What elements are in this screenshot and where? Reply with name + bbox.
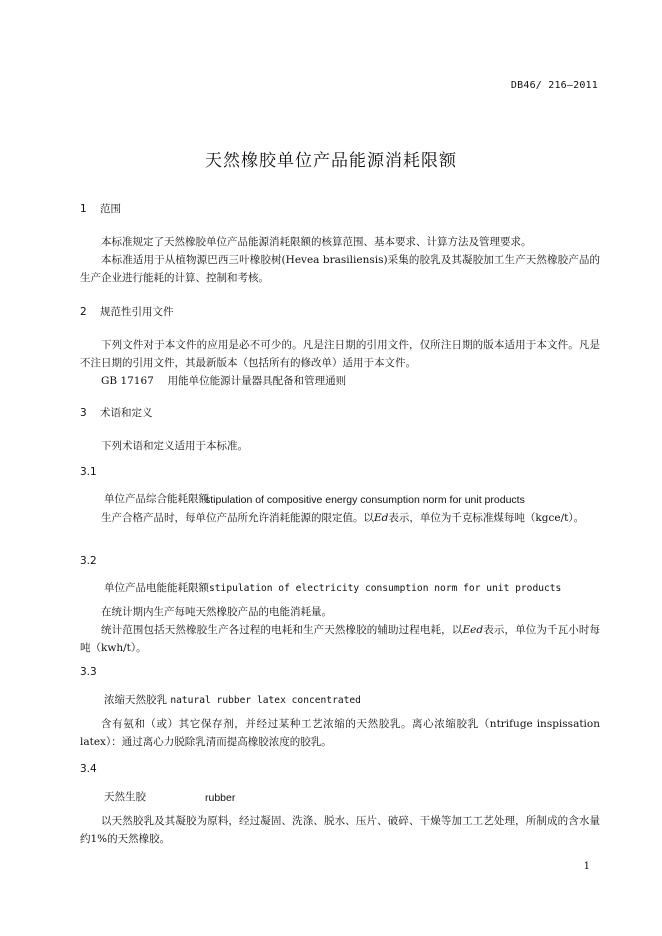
- term-definition: 生产合格产品时，每单位产品所允许消耗能源的限定值。以Ed表示，单位为千克标准煤每吨（kgce/t）。: [101, 512, 585, 524]
- clause-number: 3.1: [80, 466, 97, 478]
- term-chinese: 单位产品电能能耗限额: [104, 582, 209, 594]
- term-entry: [104, 789, 236, 804]
- section-title: 术语和定义: [100, 407, 153, 419]
- term-chinese: 浓缩天然胶乳: [104, 694, 167, 706]
- clause-number: 3.3: [80, 666, 97, 678]
- paragraph: 本标准适用于从植物源巴西三叶橡胶树(Hevea brasiliensis)采集的胶乳及其凝胶加工生产天然橡胶产品的生产企业进行能耗的计算、控制和考核。: [80, 254, 600, 284]
- section-heading-scope: [80, 201, 121, 216]
- section-number: 1: [80, 203, 87, 215]
- section-number: 3: [80, 407, 87, 419]
- term-definition: 含有氨和（或）其它保存剂，并经过某种工艺浓缩的天然胶乳。离心浓缩胶乳（ntrifuge inspissation latex）：通过离心力脱除乳清而提高橡胶浓度的胶乳。: [80, 718, 600, 748]
- variable-symbol: Eed: [462, 624, 484, 636]
- page-title: 天然橡胶单位产品能源消耗限额: [205, 151, 457, 171]
- term-definition: 统计范围包括天然橡胶生产各过程的电耗和生产天然橡胶的辅助过程电耗，以Eed表示，单位为千瓦小时每吨（kwh/t）。: [80, 624, 601, 654]
- section-number: 2: [80, 306, 87, 318]
- term-entry: [104, 580, 561, 595]
- term-definition: 在统计期内生产每吨天然橡胶产品的电能消耗量。: [101, 606, 332, 618]
- document-code: DB46/ 216—2011: [510, 80, 598, 91]
- paragraph: 本标准规定了天然橡胶单位产品能源消耗限额的核算范围、基本要求、计算方法及管理要求。: [101, 236, 532, 248]
- term-entry: [104, 692, 361, 707]
- clause-number: 3.2: [80, 555, 97, 567]
- paragraph: 下列文件对于本文件的应用是必不可少的。凡是注日期的引用文件，仅所注日期的版本适用于本文件。凡是不注日期的引用文件，其最新版本（包括所有的修改单）适用于本文件。: [80, 339, 600, 369]
- term-english: stipulation of compositive energy consumption norm for unit products: [205, 494, 525, 506]
- section-heading-normative-references: [80, 304, 174, 319]
- page-number: 1: [583, 861, 590, 872]
- paragraph: 下列术语和定义适用于本标准。: [101, 440, 248, 452]
- term-english: rubber: [205, 792, 236, 804]
- term-chinese: 单位产品综合能耗限额: [104, 493, 209, 505]
- reference-item: GB 17167 用能单位能源计量器具配备和管理通则: [101, 375, 347, 387]
- term-entry: [104, 491, 525, 506]
- term-english: stipulation of electricity consumption norm for unit products: [209, 583, 562, 594]
- variable-symbol: Ed: [374, 512, 389, 524]
- term-english: natural rubber latex concentrated: [170, 695, 361, 706]
- term-chinese: 天然生胶: [104, 791, 146, 803]
- section-title: 规范性引用文件: [100, 306, 174, 318]
- term-definition: 以天然胶乳及其凝胶为原料，经过凝固、洗涤、脱水、压片、破碎、干燥等加工工艺处理，所制成的含水量约1%的天然橡胶。: [80, 815, 600, 845]
- section-heading-terms: [80, 405, 153, 420]
- section-title: 范围: [100, 203, 121, 215]
- clause-number: 3.4: [80, 763, 97, 775]
